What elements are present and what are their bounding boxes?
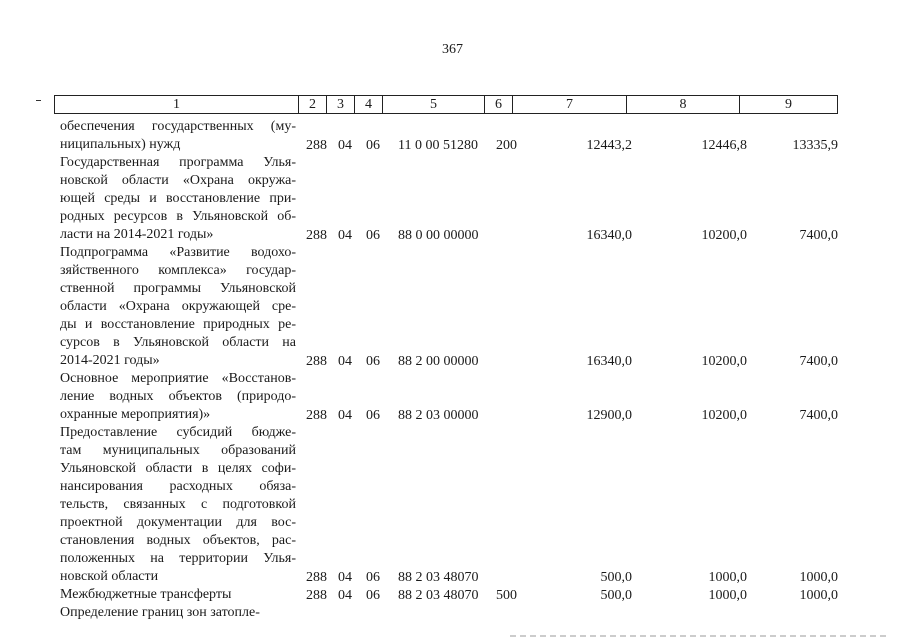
row-name-line: области «Охрана окружающей сре- (60, 299, 296, 314)
cell-col-4: 06 (366, 354, 380, 369)
header-col-8: 8 (627, 96, 740, 114)
row-name-line: ласти на 2014-2021 годы» (60, 227, 214, 242)
row-name-line: ление водных объектов (природо- (60, 389, 296, 404)
header-col-3: 3 (327, 96, 355, 114)
cell-col-5: 88 2 03 48070 (398, 570, 479, 585)
header-col-6: 6 (485, 96, 513, 114)
row-name-line: 2014-2021 годы» (60, 353, 160, 368)
row-name-line: там муниципальных образований (60, 443, 296, 458)
cell-col-3: 04 (338, 408, 352, 423)
row-name (60, 370, 296, 424)
cell-col-4: 06 (366, 228, 380, 243)
cell-col-6: 200 (496, 138, 517, 153)
cell-col-3: 04 (338, 228, 352, 243)
cell-col-7: 12443,2 (586, 138, 632, 153)
cell-col-4: 06 (366, 408, 380, 423)
header-col-2: 2 (299, 96, 327, 114)
row-name-line: проектной документации для вос- (60, 515, 296, 530)
row-name-line: Определение границ зон затопле- (60, 605, 260, 620)
row-name (60, 604, 296, 622)
cell-col-8: 10200,0 (701, 354, 747, 369)
cell-col-7: 16340,0 (586, 228, 632, 243)
cell-col-8: 10200,0 (701, 228, 747, 243)
row-name-line: Предоставление субсидий бюдже- (60, 425, 296, 440)
cell-col-2: 288 (306, 570, 327, 585)
cell-col-2: 288 (306, 588, 327, 603)
row-name-line: Межбюджетные трансферты (60, 587, 232, 602)
cell-col-3: 04 (338, 570, 352, 585)
header-col-7: 7 (513, 96, 627, 114)
row-name-line: тельств, связанных с подготовкой (60, 497, 296, 512)
cell-col-2: 288 (306, 228, 327, 243)
page-number: 367 (442, 42, 463, 57)
cell-col-2: 288 (306, 408, 327, 423)
row-name-line: становления водных объектов, рас- (60, 533, 296, 548)
cell-col-7: 500,0 (600, 588, 632, 603)
row-name-line: охранные мероприятия)» (60, 407, 211, 422)
cell-col-5: 88 2 00 00000 (398, 354, 479, 369)
header-col-4: 4 (355, 96, 383, 114)
row-name-line: Ульяновской области в целях софи- (60, 461, 296, 476)
cell-col-8: 1000,0 (708, 588, 747, 603)
row-name (60, 586, 296, 604)
row-name-line: Основное мероприятие «Восстанов- (60, 371, 296, 386)
cell-col-8: 10200,0 (701, 408, 747, 423)
row-name-line: Государственная программа Улья- (60, 155, 296, 170)
cell-col-9: 13335,9 (792, 138, 838, 153)
row-name-line: родных ресурсов в Ульяновской об- (60, 209, 296, 224)
row-name-line: ды и восстановление природных ре- (60, 317, 296, 332)
row-name-line: новской области «Охрана окружа- (60, 173, 296, 188)
row-name-line: нансирования расходных обяза- (60, 479, 296, 494)
cell-col-5: 88 2 03 48070 (398, 588, 479, 603)
cell-col-7: 500,0 (600, 570, 632, 585)
cell-col-2: 288 (306, 138, 327, 153)
cell-col-8: 12446,8 (701, 138, 747, 153)
header-col-9: 9 (740, 96, 838, 114)
row-name-line: положенных на территории Улья- (60, 551, 296, 566)
row-name-line: ственной программы Ульяновской (60, 281, 296, 296)
row-name (60, 154, 296, 244)
cell-col-5: 88 0 00 00000 (398, 228, 479, 243)
cell-col-8: 1000,0 (708, 570, 747, 585)
cell-col-3: 04 (338, 354, 352, 369)
row-name (60, 424, 296, 586)
cell-col-7: 12900,0 (586, 408, 632, 423)
cell-col-9: 7400,0 (799, 408, 838, 423)
row-name-line: ниципальных) нужд (60, 137, 181, 152)
row-name-line: сурсов в Ульяновской области на (60, 335, 296, 350)
cell-col-4: 06 (366, 570, 380, 585)
header-col-1: 1 (55, 96, 299, 114)
cell-col-9: 7400,0 (799, 228, 838, 243)
row-name-line: новской области (60, 569, 159, 584)
row-name (60, 118, 296, 154)
cell-col-3: 04 (338, 138, 352, 153)
row-name-line: обеспечения государственных (му- (60, 119, 296, 134)
scan-artifact (510, 635, 890, 637)
cell-col-9: 1000,0 (799, 570, 838, 585)
row-name-line: ющей среды и восстановление при- (60, 191, 296, 206)
cell-col-6: 500 (496, 588, 517, 603)
cell-col-3: 04 (338, 588, 352, 603)
cell-col-9: 7400,0 (799, 354, 838, 369)
row-name-line: Подпрограмма «Развитие водохо- (60, 245, 296, 260)
cell-col-4: 06 (366, 138, 380, 153)
cell-col-4: 06 (366, 588, 380, 603)
row-name-line: зяйственного комплекса» государ- (60, 263, 296, 278)
cell-col-7: 16340,0 (586, 354, 632, 369)
cell-col-5: 11 0 00 51280 (398, 138, 478, 153)
cell-col-5: 88 2 03 00000 (398, 408, 479, 423)
cell-col-2: 288 (306, 354, 327, 369)
cell-col-9: 1000,0 (799, 588, 838, 603)
row-name (60, 244, 296, 370)
header-col-5: 5 (383, 96, 485, 114)
